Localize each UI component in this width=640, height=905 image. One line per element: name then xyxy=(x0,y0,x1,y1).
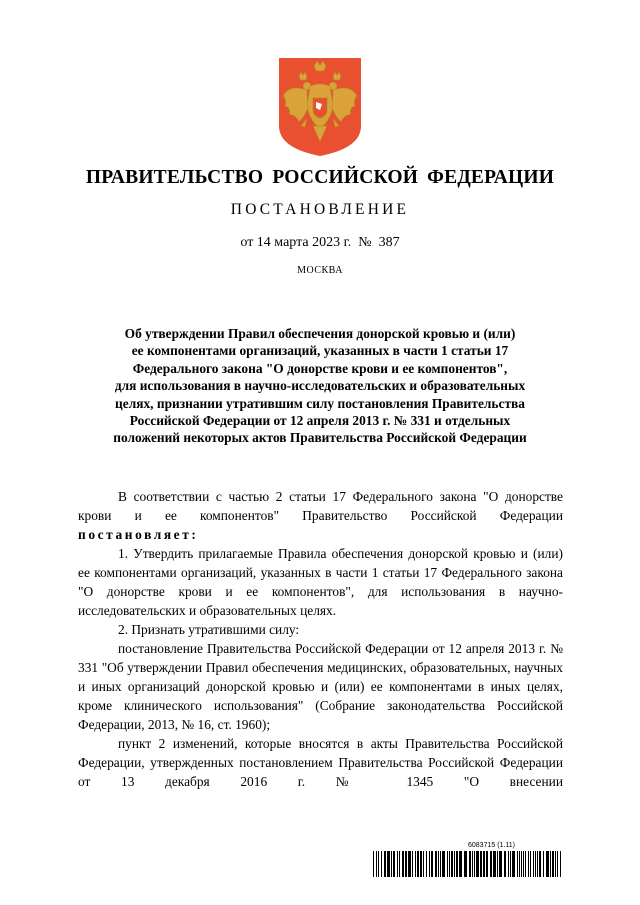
preamble-paragraph xyxy=(78,487,563,544)
subject-line: ее компонентами организаций, указанных в части 1 статьи 17 xyxy=(131,343,509,359)
subject-line: целях, признании утратившим силу постановления Правительства xyxy=(115,395,525,411)
subject-line: положений некоторых актов Правительства Российской Федерации xyxy=(113,430,527,446)
document-body xyxy=(78,487,563,791)
paragraph-2: 2. Признать утратившими силу: xyxy=(118,622,300,637)
barcode xyxy=(373,851,563,877)
repealed-item-1: постановление Правительства Российской Федерации от 12 апреля 2013 г. № 331 "Об утверждении Правил обеспечения медицинских, образовательных, научных и иных организаций донорской кровью и (или) ее компонентами в иных целях, кроме клинического использования" (Собрание законодательства Российской Федерации, 2013, № 16, ст. 1960); xyxy=(78,641,563,732)
paragraph-1: 1. Утвердить прилагаемые Правила обеспечения донорской кровью и (или) ее компонентами организаций, указанных в части 1 статьи 17 Федерального закона "О донорстве крови и ее компонентов", для использования в научно-исследовательских и образовательных целях. xyxy=(78,546,563,618)
document-subject xyxy=(80,325,560,447)
document-date-number: от 14 марта 2023 г. № 387 xyxy=(240,235,400,250)
resolution-keyword: постановляет: xyxy=(78,527,199,542)
subject-line: Федерального закона "О донорстве крови и ее компонентов", xyxy=(132,360,508,376)
subject-line: Об утверждении Правил обеспечения донорской кровью и (или) xyxy=(124,326,516,341)
preamble-text: В соответствии с частью 2 статьи 17 Федерального закона "О донорстве крови и ее компонентов" Правительство Российской Федерации xyxy=(78,489,563,523)
barcode-number: 6083715 (1.11) xyxy=(468,842,515,849)
repealed-item-2: пункт 2 изменений, которые вносятся в акты Правительства Российской Федерации, утвержденных постановлением Правительства Российской Федерации от 13 декабря 2016 г. № 1345 "О внесении xyxy=(78,736,563,789)
document-type: ПОСТАНОВЛЕНИЕ xyxy=(230,201,410,218)
city: МОСКВА xyxy=(297,265,343,276)
russian-coat-of-arms-emblem xyxy=(277,56,363,158)
subject-line: Российской Федерации от 12 апреля 2013 г. № 331 и отдельных xyxy=(129,413,511,429)
government-title: ПРАВИТЕЛЬСТВО РОССИЙСКОЙ ФЕДЕРАЦИИ xyxy=(85,167,555,188)
subject-line: для использования в научно-исследовательских и образовательных xyxy=(114,378,526,394)
